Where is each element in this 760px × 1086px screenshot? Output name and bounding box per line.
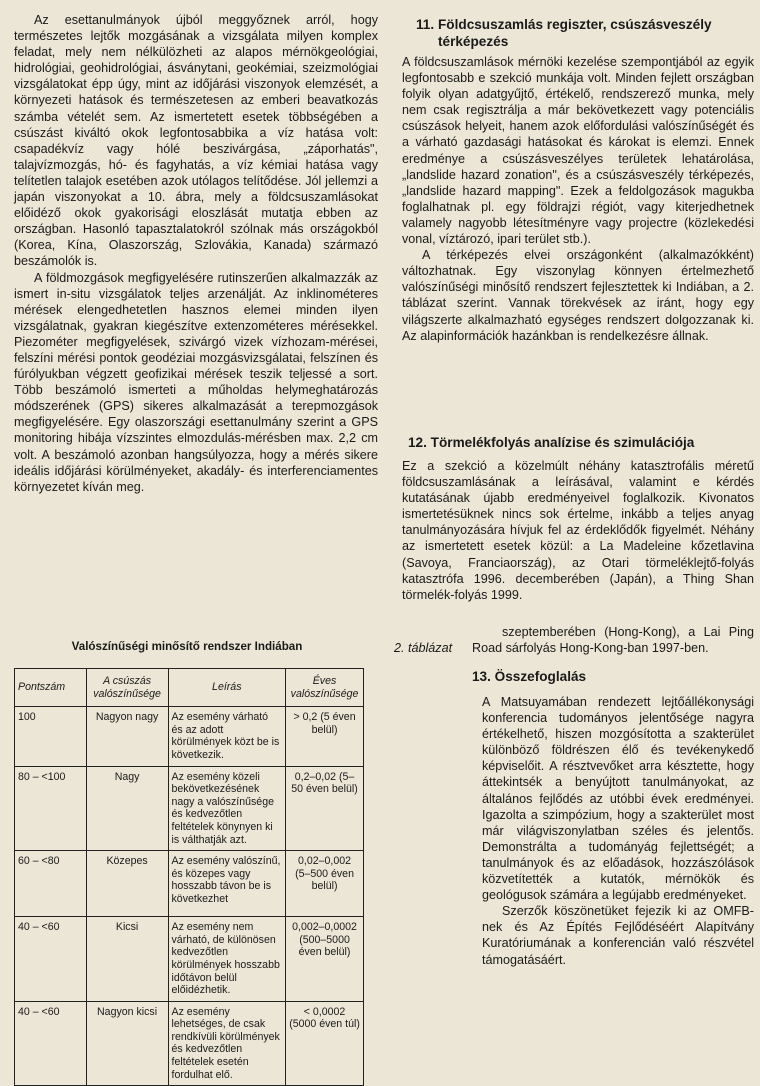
cell-score: 60 – <80 — [15, 851, 87, 917]
section-13-heading: 13. Összefoglalás — [472, 669, 587, 684]
section-12-continuation — [394, 624, 754, 656]
cell-description: Az esemény valószínű, és közepes vagy hosszabb távon be is következhet — [168, 851, 286, 917]
table-row — [15, 766, 364, 851]
cell-probability: Nagyon nagy — [86, 707, 168, 766]
header-eves: Éves valószínűsége — [286, 669, 364, 707]
section-13-paragraph-1: A Matsuyamában rendezett lejtőállékonysági konferencia tudományos jelentősége nagyra értékelhető, hiszen mozgósította a szakterület különböző földrészen élő és tevékenykedő képviselőit. A résztvevőket arra késztette, hogy áttekintsék a benyújtott tanulmányokat, az általános fejlődés az utóbbi évek eredményei. Igazolta a szimpózium, hogy a szakterület most már világviszonylatban széles és jelentős. Demonstrálta a tudományág fejlettségét; a tanulmányok és az előadások, hozzászólások közvetítették a kutatók, mérnökök és geológusok számára a legújabb eredményeket. — [482, 695, 754, 903]
table-row — [15, 851, 364, 917]
cell-annual: > 0,2 (5 éven belül) — [286, 707, 364, 766]
table-row — [15, 917, 364, 1002]
cell-annual: 0,002–0,0002 (500–5000 éven belül) — [286, 917, 364, 1002]
probability-table — [14, 668, 364, 1086]
header-valoszinuseg: A csúszás valószínűsége — [86, 669, 168, 707]
cell-score: 80 – <100 — [15, 766, 87, 851]
table-header-row — [15, 669, 364, 707]
section-11-title-line2: térképezés — [438, 34, 509, 49]
table-row — [15, 1001, 364, 1086]
table-row — [15, 707, 364, 766]
cell-description: Az esemény várható és az adott körülmények közt be is következik. — [168, 707, 286, 766]
cell-score: 40 – <60 — [15, 1001, 87, 1086]
table-title: Valószínűségi minősítő rendszer Indiában — [71, 640, 303, 653]
section-13-body — [482, 694, 754, 968]
cell-probability: Nagyon kicsi — [86, 1001, 168, 1086]
cell-score: 40 – <60 — [15, 917, 87, 1002]
section-12-body — [402, 458, 754, 603]
section-11-paragraph-2: A térképezés elvei országonként (alkalmazókként) változhatnak. Egy viszonylag könnyen értelmezhető valószínűségi minősítő rendszert fejlesztettek ki Indiában, a 2. táblázat szerint. Vannak törekvések az iránt, hogy egy világszerte alkalmazható egységes rendszert dolgozzanak ki. Az alapinformációk hazánkban is rendelkezésre állnak. — [402, 248, 754, 343]
section-11-body — [402, 54, 754, 344]
section-12-heading: 12. Törmelékfolyás analízise és szimulációja — [408, 435, 695, 450]
section-12-line2: Road sárfolyás Hong-Kong-ban 1997-ben. — [472, 641, 709, 656]
section-13-paragraph-2: Szerzők köszönetüket fejezik ki az OMFB-nek és Az Építés Fejlődéséért Alapítvány Kuratóriumának a konferencián való részvétel támogatásáért. — [482, 904, 754, 967]
left-paragraph-1: Az esettanulmányok újból meggyőznek arról, hogy természetes lejtők mozgásának a vizsgálata milyen komplex feladat, mely nem nélkülözheti az alapos mérnökgeológiai, hidrológiai, geohidrológiai, ásványtani, geokémiai, szeizmológiai vizsgálatokat épp úgy, mint az időjárási viszonyok elemzését, a környezeti hatások és természetesen az emberi beavatkozás számba vételét sem. Az ismertetett esetek többségében a csúszást kiváltó okok legfontosabbika a víz hatása volt: csapadékvíz vagy hólé beszivárgása, „záporhatás", talajvízmozgás, hó- és fagyhatás, a víz kémiai hatása vagy telítetlen talajok esetében azok utólagos telítődése. Jól jellemzi a japán viszonyokat a 10. ábra, mely a földcsuszamlásokat előidéző okok gyakorisági eloszlását mutatja ebben az országban. Hasonló tapasztalatokról szólnak más országokból (Korea, Kína, Olaszország, Szlovákia, Kanada) származó beszámolók is. — [14, 13, 378, 269]
section-11-paragraph-1: A földcsuszamlások mérnöki kezelése szempontjából az egyik legfontosabb e szekció munkája volt. Minden fejlett országban folyik olyan adatgyűjtő, értékelő, rendszerező munka, mely nem csak regisztrálja a már bekövetkezett vagy potenciális csúszások helyeit, hanem azok előfordulási valószínűségét és a várható gazdasági hatásokat és károkat is elemzi. Ennek eredménye a csúszásveszélyes területek lehatárolása, „landslide hazard zonation", és a csúszásveszély térképezés, „landslide hazard mapping". Ezek a feldolgozások magukba foglalhatnak pl. egy földrajzi régiót, vagy kiterjedhetnek valamely nagyobb létesítményre vagy projectre (közlekedési vonal, víztározó, ipari terület stb.). — [402, 55, 754, 247]
left-paragraph-2: A földmozgások megfigyelésére rutinszerűen alkalmazzák az ismert in-situ vizsgálatok teljes arzenálját. Az inklinométeres mérések elengedhetetlen hasznos elemei minden ilyen vizsgálatnak, gyakran kiegészítve extenzométeres mérésekkel. Piezométer megfigyelések, szivárgó vizek vízhozam-mérései, felszíni mérési pontok geodéziai mozgásvizsgálatai, felszínen és fúrólyukban végzett geofizikai mérések teszik teljessé a sort. Több beszámoló ismerteti a műholdas helymeghatározás módszerének (GPS) sikeres alkalmazását a terepmozgások megfigyelésére. Egy olaszországi esettanulmány szerint a GPS monitoring hibája vízszintes elmozdulás-mérésben max. 2,2 cm volt. A beszámoló azonban hangsúlyozza, hogy a mérés sikere ideális időjárási körülményeket, akadály- és interferenciamentes környezetet kíván meg. — [14, 270, 378, 494]
cell-annual: 0,2–0,02 (5–50 éven belül) — [286, 766, 364, 851]
section-11-title-line1: Földcsuszamlás regiszter, csúszásveszély — [438, 17, 712, 32]
table-label: 2. táblázat — [394, 641, 453, 655]
left-column — [14, 12, 378, 495]
cell-probability: Nagy — [86, 766, 168, 851]
section-12-paragraph: Ez a szekció a közelmúlt néhány katasztrofális méretű földcsuszamlásának a leírásával, valamint e kérdés kutatásának újabb eredményeivel foglalkozik. Kivonatos ismertetésüknek nincs sok értelme, inkább a teljes anyag tanulmányozására hívjuk fel az érdeklődők figyelmét. Néhány az ismertetett esetek közül: a La Madeleine kőzetlavina (Savoya, Franciaország), az Otari törmeléklejtő-folyás katasztrófa 1996. decemberében (Japán), a Thing Shan törmelék-folyás 1999. — [402, 459, 754, 602]
cell-description: Az esemény lehetséges, de csak rendkívüli körülmények és kedvezőtlen feltételek esetén fordulhat elő. — [168, 1001, 286, 1086]
cell-probability: Kicsi — [86, 917, 168, 1002]
cell-score: 100 — [15, 707, 87, 766]
cell-probability: Közepes — [86, 851, 168, 917]
header-pontszam: Pontszám — [15, 669, 87, 707]
cell-description: Az esemény közeli bekövetkezésének nagy a valószínűsége és kedvezőtlen feltételek könynyen ki is válthatják azt. — [168, 766, 286, 851]
header-leiras: Leírás — [168, 669, 286, 707]
section-11-heading — [416, 16, 746, 50]
section-11-number: 11. — [416, 17, 435, 32]
cell-annual: < 0,0002 (5000 éven túl) — [286, 1001, 364, 1086]
section-12-line1: szeptemberében (Hong-Kong), a Lai Ping — [502, 625, 754, 639]
cell-description: Az esemény nem várható, de különösen kedvezőtlen körülmények hosszabb időtávon belül előidézhetik. — [168, 917, 286, 1002]
cell-annual: 0,02–0,002 (5–500 éven belül) — [286, 851, 364, 917]
